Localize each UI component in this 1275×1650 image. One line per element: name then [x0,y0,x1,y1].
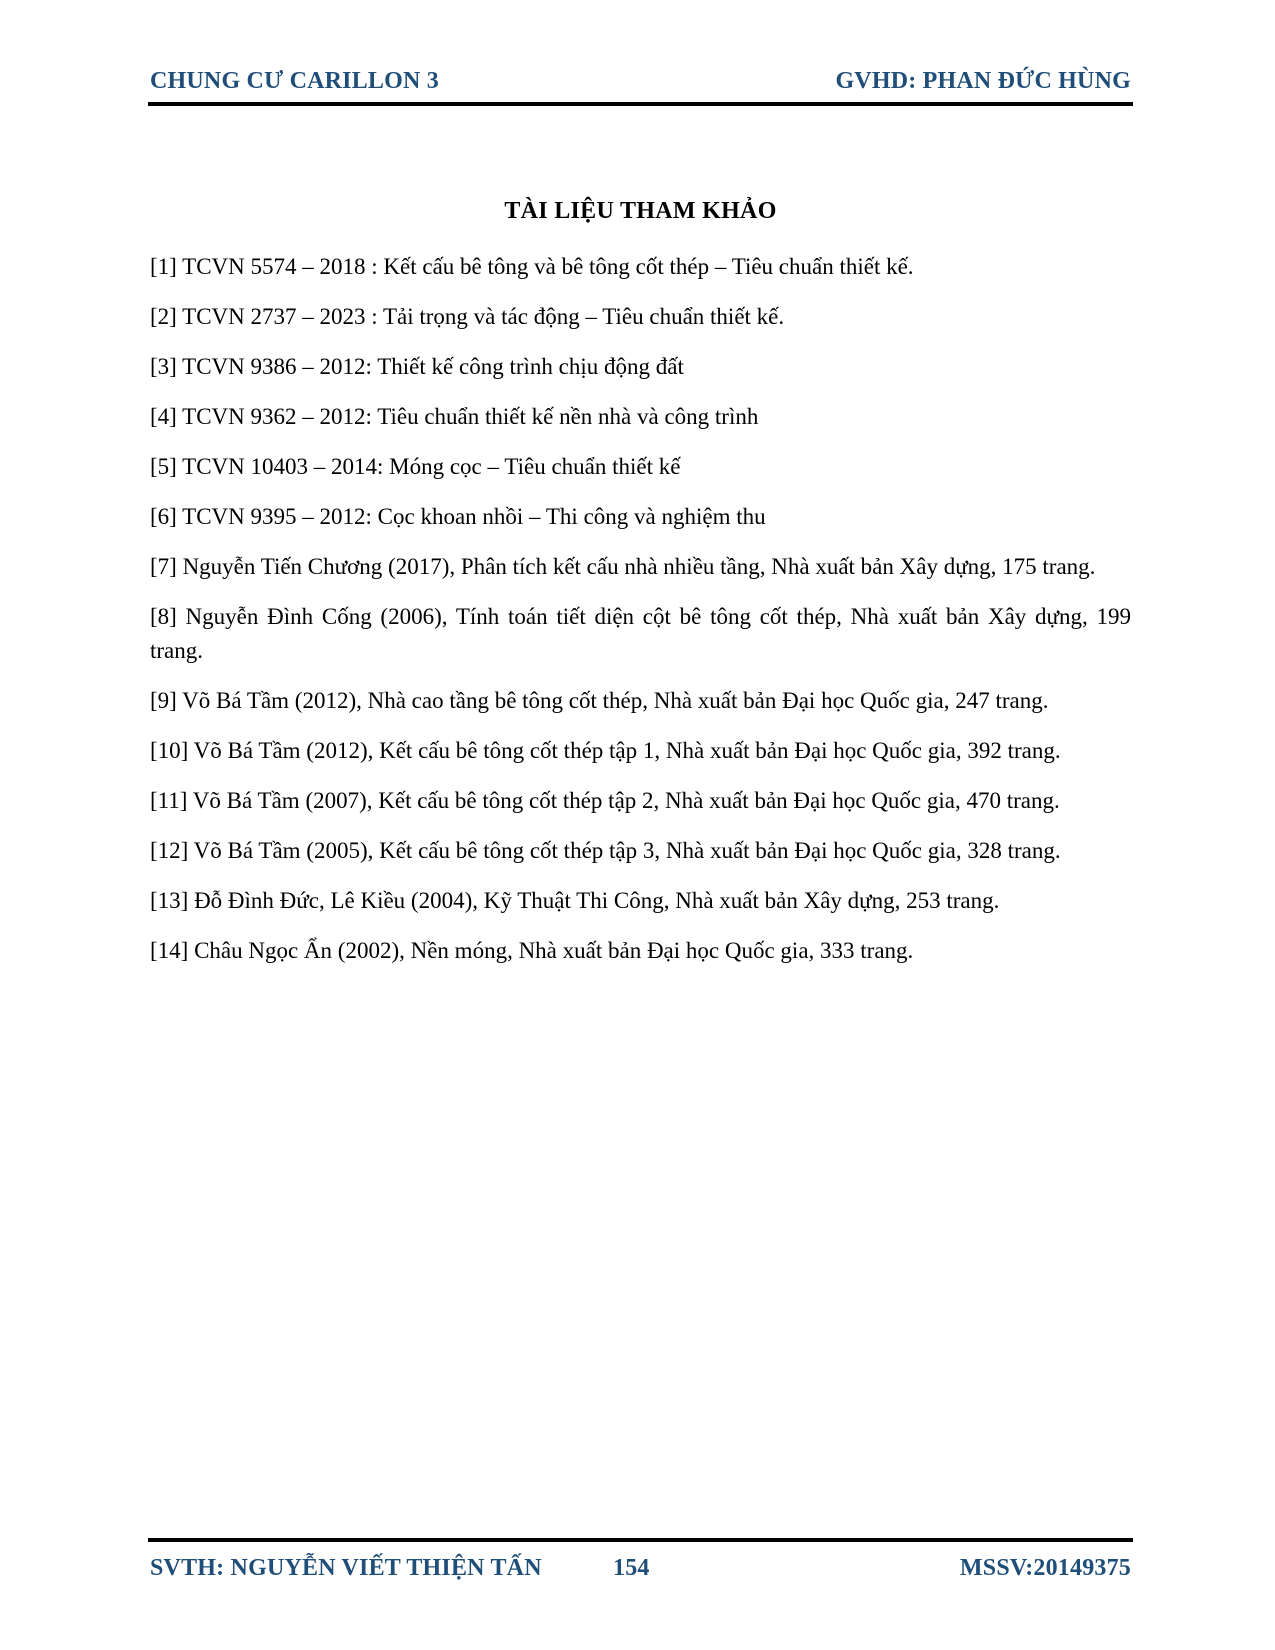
reference-item: [2] TCVN 2737 – 2023 : Tải trọng và tác động – Tiêu chuẩn thiết kế. [150,304,785,329]
student-id: MSSV:20149375 [959,1555,1131,1581]
reference-item: [9] Võ Bá Tầm (2012), Nhà cao tầng bê tông cốt thép, Nhà xuất bản Đại học Quốc gia, 247 trang. [150,688,1049,713]
reference-item: [6] TCVN 9395 – 2012: Cọc khoan nhồi – Thi công và nghiệm thu [150,504,766,529]
reference-item: [14] Châu Ngọc Ẩn (2002), Nền móng, Nhà xuất bản Đại học Quốc gia, 333 trang. [150,938,914,963]
reference-item: [11] Võ Bá Tầm (2007), Kết cấu bê tông cốt thép tập 2, Nhà xuất bản Đại học Quốc gia, 470 trang. [150,788,1060,813]
page-number: 154 [613,1555,650,1581]
reference-item: [13] Đỗ Đình Đức, Lê Kiều (2004), Kỹ Thuật Thi Công, Nhà xuất bản Xây dựng, 253 trang. [150,888,1000,913]
reference-item: [10] Võ Bá Tầm (2012), Kết cấu bê tông cốt thép tập 1, Nhà xuất bản Đại học Quốc gia, 392 trang. [150,738,1061,763]
reference-item: [7] Nguyễn Tiến Chương (2017), Phân tích kết cấu nhà nhiều tầng, Nhà xuất bản Xây dựng, 175 trang. [150,554,1096,579]
reference-item: [3] TCVN 9386 – 2012: Thiết kế công trình chịu động đất [150,354,684,379]
student-name: SVTH: NGUYỄN VIẾT THIỆN TẤN [150,1555,542,1581]
reference-list [150,250,1131,984]
page-footer [150,1555,1131,1591]
reference-item: [5] TCVN 10403 – 2014: Móng cọc – Tiêu chuẩn thiết kế [150,454,681,479]
page-title: TÀI LIỆU THAM KHẢO [504,198,777,224]
supervisor-name: GVHD: PHAN ĐỨC HÙNG [835,68,1131,94]
page-header [150,68,1131,104]
header-divider [148,102,1133,106]
reference-item: [4] TCVN 9362 – 2012: Tiêu chuẩn thiết kế nền nhà và công trình [150,404,759,429]
footer-divider [148,1538,1133,1542]
project-title: CHUNG CƯ CARILLON 3 [150,68,439,94]
reference-item: [8] Nguyễn Đình Cống (2006), Tính toán tiết diện cột bê tông cốt thép, Nhà xuất bản Xây dựng, 199 trang. [150,604,1131,663]
reference-item: [1] TCVN 5574 – 2018 : Kết cấu bê tông và bê tông cốt thép – Tiêu chuẩn thiết kế. [150,254,914,279]
reference-item: [12] Võ Bá Tầm (2005), Kết cấu bê tông cốt thép tập 3, Nhà xuất bản Đại học Quốc gia, 328 trang. [150,838,1061,863]
